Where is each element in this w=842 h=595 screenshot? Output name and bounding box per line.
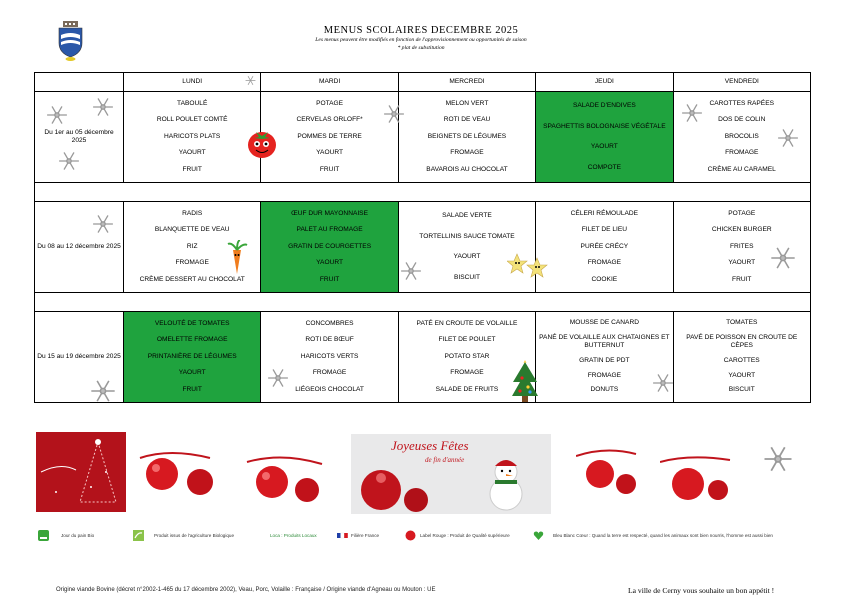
- menu-cell: [536, 202, 673, 293]
- menu-item: SPAGHETTIS BOLOGNAISE VÉGÉTALE: [543, 122, 666, 130]
- menu-item: YAOURT: [316, 149, 344, 157]
- carrot-icon: [224, 240, 250, 276]
- menu-item: SALADE VERTE: [442, 212, 492, 220]
- menu-item: RIZ: [186, 242, 198, 250]
- menu-cell: [124, 312, 261, 403]
- week-dates: Du 15 au 19 décembre 2025: [35, 312, 124, 403]
- snowflake-icon: [652, 372, 674, 394]
- snowflake-icon: [383, 103, 405, 125]
- menu-item: CHICKEN BURGER: [711, 226, 772, 234]
- menu-item: CRÈME AU CARAMEL: [707, 165, 776, 173]
- corner-cell: [35, 73, 124, 92]
- snowflake-icon: [267, 367, 289, 389]
- menu-item: CAROTTES RAPÉES: [709, 100, 774, 108]
- page-title: MENUS SCOLAIRES DECEMBRE 2025: [323, 25, 519, 36]
- bio-bread-icon: [38, 530, 49, 541]
- menu-item: PATÉ EN CROUTE DE VOLAILLE: [416, 320, 518, 328]
- christmas-bauble-icon: [576, 444, 646, 504]
- snowflake-icon: [90, 378, 116, 404]
- potato-star-icon: [507, 248, 549, 284]
- menu-item: FRUIT: [319, 275, 340, 283]
- tomato-icon: [246, 126, 278, 160]
- menu-item: GRATIN DE COURGETTES: [288, 242, 372, 250]
- menu-item: FRUIT: [182, 385, 202, 393]
- season-greetings-banner: [351, 434, 551, 514]
- menu-items: [126, 94, 258, 180]
- menu-item: SALADE DE FRUITS: [435, 385, 499, 393]
- menu-item: FROMAGE: [587, 371, 622, 379]
- menu-item: ROTI DE BŒUF: [305, 336, 354, 344]
- menu-cell: [124, 92, 261, 183]
- label-rouge-icon: [405, 530, 416, 541]
- snowflake-icon: [681, 102, 703, 124]
- menu-item: PALET AU FROMAGE: [296, 226, 363, 234]
- menu-item: SALADE D'ENDIVES: [572, 102, 636, 110]
- menu-items: [538, 204, 670, 290]
- snowflake-icon: [58, 150, 80, 172]
- christmas-bauble-icon: [130, 446, 230, 506]
- menu-item: POMMES DE TERRE: [297, 132, 362, 140]
- menu-item: ROLL POULET COMTÉ: [156, 116, 228, 124]
- menu-item: TOMATES: [726, 319, 758, 327]
- menu-item: FRUIT: [182, 165, 202, 173]
- snowflake-icon: [770, 245, 796, 271]
- menu-items: [263, 94, 395, 180]
- menu-item: OMELETTE FROMAGE: [156, 336, 228, 344]
- snowman-icon: [351, 434, 551, 514]
- menu-item: YAOURT: [453, 253, 481, 261]
- legend-bleu-blanc-coeur: Bleu Blanc Cœur : Quand la terre est respecté, quand les animaux sont bien nourris, l'homme est aussi bien: [553, 533, 773, 538]
- menu-item: ROTI DE VEAU: [443, 116, 491, 124]
- menu-item: BEIGNETS DE LÉGUMES: [427, 132, 507, 140]
- christmas-tree-icon: [510, 360, 540, 404]
- menu-item: CRÈME DESSERT AU CHOCOLAT: [139, 275, 245, 283]
- menu-item: YAOURT: [178, 149, 206, 157]
- christmas-bauble-icon: [660, 450, 740, 510]
- menu-item: LIÉGEOIS CHOCOLAT: [295, 385, 364, 393]
- snowflake-icon: [92, 213, 114, 235]
- menu-item: GRATIN DE PDT: [579, 356, 630, 364]
- menu-item: DONUTS: [590, 386, 619, 394]
- menu-item: PAVÉ DE POISSON EN CROUTE DE CÈPES: [686, 334, 798, 350]
- menu-cell: [673, 312, 810, 403]
- menu-item: COMPOTE: [587, 163, 622, 171]
- menu-items: [263, 204, 395, 290]
- menu-item: CAROTTES: [723, 356, 760, 364]
- snowflake-icon: [763, 444, 793, 474]
- menu-item: FROMAGE: [175, 259, 209, 267]
- meat-origin-note: Origine viande Bovine (décret n°2002-1-465 du 17 décembre 2002), Veau, Porc, Volaille : Française / Origine viande d'Agneau ou Mouton : UE: [56, 587, 436, 593]
- day-header: VENDREDI: [673, 73, 810, 92]
- legend-agriculture-bio: Produit issus de l'agriculture Biologique: [154, 533, 235, 538]
- menu-item: BISCUIT: [453, 273, 480, 281]
- substitution-note: * plat de substitution: [397, 45, 445, 51]
- snowflake-icon: [777, 127, 799, 149]
- menu-item: ŒUF DUR MAYONNAISE: [291, 210, 368, 218]
- christmas-bauble-icon: [242, 452, 342, 512]
- week-separator: [35, 183, 811, 202]
- week-separator: [35, 293, 811, 312]
- menu-item: FRUIT: [319, 165, 340, 173]
- menu-cell: [398, 92, 535, 183]
- agriculture-bio-icon: [133, 530, 144, 541]
- menu-item: YAOURT: [178, 369, 206, 377]
- snowflake-icon: [92, 96, 114, 118]
- filiere-france-icon: [337, 530, 348, 541]
- menu-item: FROMAGE: [312, 369, 347, 377]
- week-dates: Du 1er au 05 décembre 2025: [35, 92, 124, 183]
- week-row: [35, 312, 811, 403]
- menu-item: FROMAGE: [450, 369, 484, 377]
- banner-subtitle: de fin d'année: [425, 456, 465, 464]
- legend-filiere-france: Filière France: [351, 533, 380, 538]
- menu-item: PURÉE CRÉCY: [580, 242, 629, 250]
- menu-item: PANÉ DE VOLAILLE AUX CHATAIGNES ET BUTTERNUT: [539, 334, 670, 350]
- day-header: MERCREDI: [398, 73, 535, 92]
- menu-item: VELOUTÉ DE TOMATES: [154, 320, 230, 328]
- menu-item: BROCOLIS: [724, 132, 759, 140]
- legend-local: Loca : Produits Locaux: [270, 533, 317, 538]
- menu-item: TORTELLINIS SAUCE TOMATE: [419, 232, 515, 240]
- menu-item: YAOURT: [316, 259, 344, 267]
- menu-item: BAVAROIS AU CHOCOLAT: [426, 165, 508, 173]
- menu-item: CÉLERI RÉMOULADE: [570, 210, 639, 218]
- menu-item: DOS DE COLIN: [718, 116, 766, 124]
- menu-item: CERVELAS ORLOFF*: [296, 116, 363, 124]
- menu-item: RADIS: [182, 210, 203, 218]
- menu-item: FRITES: [730, 242, 754, 250]
- menu-item: POTATO STAR: [444, 352, 490, 360]
- menu-item: YAOURT: [590, 143, 618, 151]
- menu-item: POTAGE: [728, 210, 756, 218]
- menu-items: [126, 314, 258, 400]
- legend-label-rouge: Label Rouge : Produit de Qualité supérieure: [420, 533, 510, 538]
- menu-item: PRINTANIÈRE DE LÉGUMES: [147, 352, 237, 360]
- christmas-tree-card-icon: [36, 432, 126, 512]
- day-header: MARDI: [261, 73, 398, 92]
- menu-item: FROMAGE: [450, 149, 484, 157]
- day-header: JEUDI: [536, 73, 673, 92]
- legend-bio-bread: Jour du pain Bio: [61, 533, 95, 538]
- menu-item: FROMAGE: [725, 149, 759, 157]
- menu-cell: [536, 92, 673, 183]
- menu-cell: [261, 202, 398, 293]
- menu-item: TABOULÉ: [177, 100, 208, 108]
- menu-item: CONCOMBRES: [305, 320, 354, 328]
- menu-item: FILET DE POULET: [438, 336, 496, 344]
- day-header-row: [35, 73, 811, 92]
- menu-item: HARICOTS PLATS: [164, 132, 221, 140]
- menu-item: FROMAGE: [587, 259, 622, 267]
- menu-items: [676, 314, 808, 400]
- menu-item: HARICOTS VERTS: [300, 352, 359, 360]
- snowflake-icon: [400, 260, 422, 282]
- menu-item: BISCUIT: [728, 386, 755, 394]
- week-row: [35, 202, 811, 293]
- menu-item: BLANQUETTE DE VEAU: [154, 226, 230, 234]
- page-subtitle: Les menus peuvent être modifiés en fonction de l'approvisionnement ou opportunités de saison: [315, 37, 527, 43]
- menu-item: MOUSSE DE CANARD: [569, 319, 639, 327]
- day-header: LUNDI: [124, 73, 261, 92]
- bleu-blanc-coeur-icon: [533, 530, 544, 541]
- menu-cell: [261, 92, 398, 183]
- menu-item: YAOURT: [728, 259, 756, 267]
- bon-appetit-message: La ville de Cerny vous souhaite un bon appétit !: [628, 586, 775, 595]
- menu-items: [538, 94, 670, 180]
- snowflake-icon: [46, 104, 68, 126]
- menu-items: [401, 94, 533, 180]
- menu-item: YAOURT: [728, 371, 756, 379]
- menu-items: [538, 314, 670, 400]
- menu-item: FRUIT: [732, 275, 752, 283]
- week-dates: Du 08 au 12 décembre 2025: [35, 202, 124, 293]
- menu-item: FILET DE LIEU: [581, 226, 628, 234]
- menu-item: COOKIE: [591, 275, 618, 283]
- menu-item: MELON VERT: [445, 100, 489, 108]
- menu-item: POTAGE: [316, 100, 344, 108]
- snowflake-icon: [245, 75, 256, 86]
- banner-title: Joyeuses Fêtes: [391, 438, 469, 453]
